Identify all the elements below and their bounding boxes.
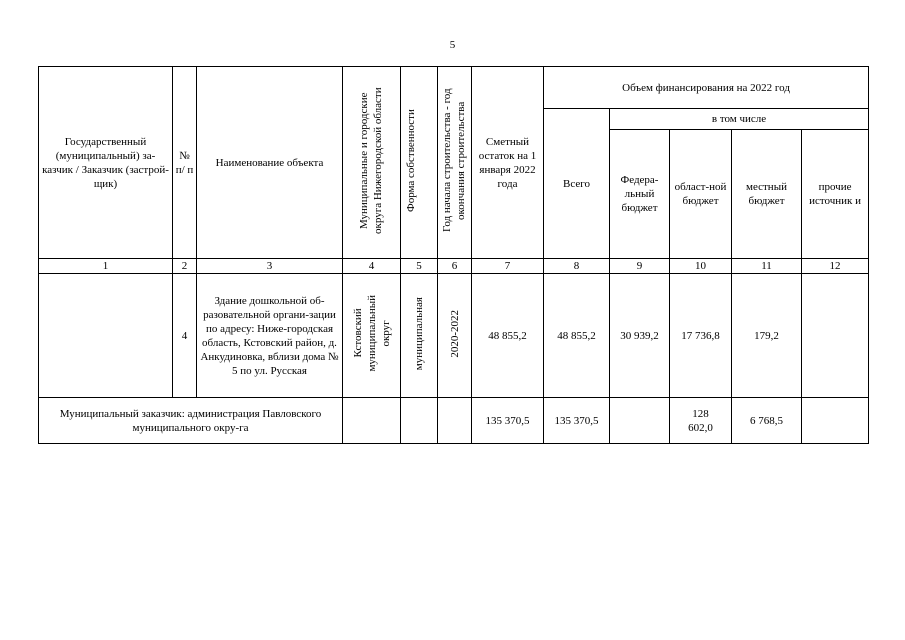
header-ownership — [401, 67, 438, 259]
page-number: 5 — [449, 39, 456, 51]
row-municipality-line: Кстовский — [351, 308, 364, 359]
header-years-text: Год начала строительства - год окончания строительства — [441, 88, 467, 233]
column-number: 9 — [610, 259, 670, 274]
row-municipality — [343, 274, 401, 398]
header-number: № п/ п — [173, 67, 197, 259]
row-federal: 30 939,2 — [610, 274, 670, 398]
column-number: 6 — [438, 259, 472, 274]
column-number: 11 — [732, 259, 802, 274]
header-financing: Объем финансирования на 2022 год — [544, 67, 869, 109]
row-municipality-text — [351, 295, 393, 372]
row-years — [438, 274, 472, 398]
row-local: 179,2 — [732, 274, 802, 398]
column-number: 2 — [173, 259, 197, 274]
column-number: 5 — [401, 259, 438, 274]
header-municipality — [343, 67, 401, 259]
summary-regional — [670, 398, 732, 444]
header-local: местный бюджет — [732, 130, 802, 259]
header-row-1 — [39, 67, 869, 109]
summary-years — [438, 398, 472, 444]
financing-table — [38, 66, 869, 444]
header-years — [438, 67, 472, 259]
header-regional: област-ной бюджет — [670, 130, 732, 259]
summary-row — [39, 398, 869, 444]
column-number: 4 — [343, 259, 401, 274]
summary-ownership — [401, 398, 438, 444]
row-customer — [39, 274, 173, 398]
column-number: 8 — [544, 259, 610, 274]
row-regional: 17 736,8 — [670, 274, 732, 398]
summary-federal — [610, 398, 670, 444]
row-years-text: 2020-2022 — [448, 309, 461, 358]
header-object-name: Наименование объекта — [197, 67, 343, 259]
summary-estimated-balance: 135 370,5 — [472, 398, 544, 444]
header-estimated-balance: Сметный остаток на 1 января 2022 года — [472, 67, 544, 259]
header-federal: Федера-льный бюджет — [610, 130, 670, 259]
summary-municipality — [343, 398, 401, 444]
row-number: 4 — [173, 274, 197, 398]
row-object-name: Здание дошкольной об-разовательной органи-зации по адресу: Ниже-городская область, Кстовский район, д. Анкудиновка, вблизи дома № 5 по ул. Русская — [197, 274, 343, 398]
row-municipality-line: округ — [379, 320, 392, 347]
summary-total: 135 370,5 — [544, 398, 610, 444]
column-number: 7 — [472, 259, 544, 274]
column-number: 1 — [39, 259, 173, 274]
header-total: Всего — [544, 109, 610, 259]
header-other: прочие источник и — [802, 130, 869, 259]
header-customer: Государственный (муниципальный) за-казчик / Заказчик (застрой-щик) — [39, 67, 173, 259]
column-number: 10 — [670, 259, 732, 274]
summary-regional-line: 128 — [692, 407, 709, 420]
summary-customer: Муниципальный заказчик: администрация Павловского муниципального окру-га — [39, 398, 343, 444]
row-municipality-line: муниципальный — [365, 295, 378, 372]
summary-local: 6 768,5 — [732, 398, 802, 444]
column-number-row — [39, 259, 869, 274]
header-municipality-text: Муниципальные и городские округа Нижегородской области — [357, 87, 384, 234]
summary-regional-line: 602,0 — [688, 421, 713, 434]
header-ownership-text: Форма собственности — [405, 109, 417, 212]
row-other — [802, 274, 869, 398]
row-ownership — [401, 274, 438, 398]
summary-other — [802, 398, 869, 444]
column-number: 3 — [197, 259, 343, 274]
row-ownership-text: муниципальная — [413, 296, 425, 371]
header-including: в том числе — [610, 109, 869, 130]
row-total: 48 855,2 — [544, 274, 610, 398]
column-number: 12 — [802, 259, 869, 274]
object-row — [39, 274, 869, 398]
row-estimated-balance: 48 855,2 — [472, 274, 544, 398]
